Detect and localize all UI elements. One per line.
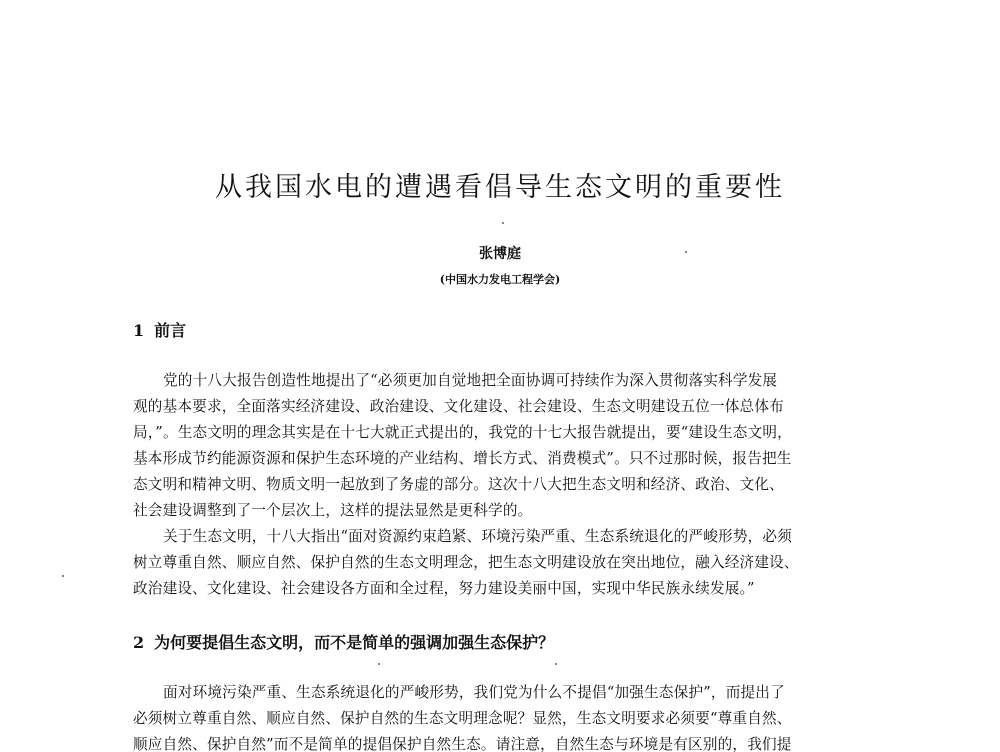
section-1-line: 局，”。生态文明的理念其实是在十七大就正式提出的，我党的十七大报告就提出，要“建设生态文明，: [133, 424, 792, 441]
section-1-line: 关于生态文明，十八大指出“面对资源约束趋紧、环境污染严重、生态系统退化的严峻形势，必须: [163, 528, 793, 545]
section-1-line: 政治建设、文化建设、社会建设各方面和全过程，努力建设美丽中国，实现中华民族永续发展。”: [133, 580, 755, 597]
section-2-line: 顺应自然、保护自然”而不是简单的提倡保护自然生态。请注意，自然生态与环境是有区别的，我们提: [133, 736, 792, 752]
scan-speck: [62, 575, 64, 577]
section-1-line: 党的十八大报告创造性地提出了“必须更加自觉地把全面协调可持续作为深入贯彻落实科学发展: [163, 372, 778, 389]
section-1-line: 观的基本要求，全面落实经济建设、政治建设、文化建设、社会建设、生态文明建设五位一体总体布: [133, 398, 784, 415]
section-2-number: 2: [133, 633, 145, 652]
section-1-title: 前言: [154, 321, 187, 340]
section-1-heading: [133, 320, 186, 342]
scan-speck: [555, 663, 557, 665]
section-1-line: 树立尊重自然、顺应自然、保护自然的生态文明理念，把生态文明建设放在突出地位，融入经济建设、: [133, 554, 799, 571]
scan-speck: [378, 663, 380, 665]
section-1-line: 基本形成节约能源资源和保护生态环境的产业结构、增长方式、消费模式”。只不过那时候，报告把生: [133, 450, 792, 467]
section-2-title: 为何要提倡生态文明，而不是简单的强调加强生态保护？: [154, 633, 555, 652]
author-affiliation: (中国水力发电工程学会): [439, 273, 561, 286]
section-1-number: 1: [133, 321, 145, 340]
author-name: 张博庭: [479, 246, 521, 262]
section-1-line: 态文明和精神文明、物质文明一起放到了务虚的部分。这次十八大把生态文明和经济、政治、文化、: [133, 476, 784, 493]
section-2-heading: [133, 632, 554, 654]
scan-speck: [502, 222, 504, 224]
scan-speck: [685, 251, 687, 253]
section-1-line: 社会建设调整到了一个层次上，这样的提法显然是更科学的。: [133, 502, 533, 519]
paper-title: 从我国水电的遭遇看倡导生态文明的重要性: [215, 172, 785, 203]
section-2-line: 面对环境污染严重、生态系统退化的严峻形势，我们党为什么不提倡“加强生态保护”，而提出了: [163, 684, 785, 701]
section-2-line: 必须树立尊重自然、顺应自然、保护自然的生态文明理念呢？显然，生态文明要求必须要“尊重自然、: [133, 710, 792, 727]
